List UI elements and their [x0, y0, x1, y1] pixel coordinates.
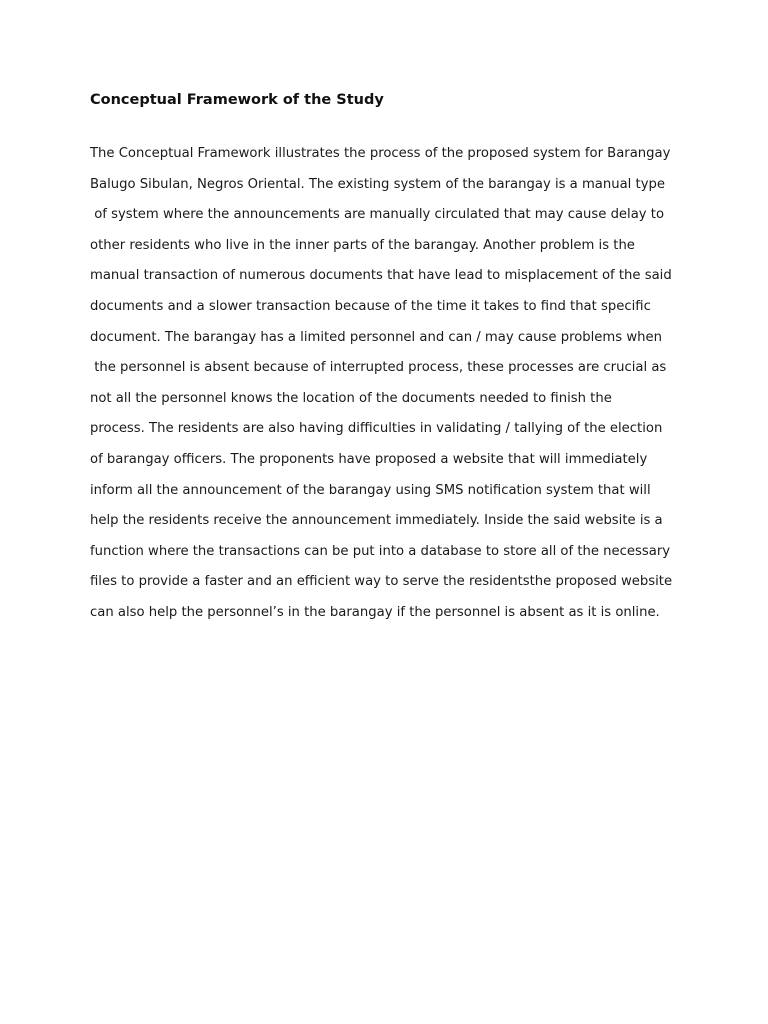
- document-body: [90, 142, 690, 632]
- body-line: function where the transactions can be put into a database to store all of the necessary: [90, 543, 671, 559]
- body-line: documents and a slower transaction because of the time it takes to find that specific: [90, 298, 651, 314]
- document-title: Conceptual Framework of the Study: [90, 92, 384, 108]
- body-line: help the residents receive the announcement immediately. Inside the said website is a: [90, 513, 663, 529]
- body-line: document. The barangay has a limited personnel and can / may cause problems when: [90, 329, 662, 345]
- body-line: can also help the personnel’s in the barangay if the personnel is absent as it is online.: [90, 604, 660, 620]
- body-line: Balugo Sibulan, Negros Oriental. The existing system of the barangay is a manual type: [90, 176, 665, 192]
- body-line: the personnel is absent because of interrupted process, these processes are crucial as: [90, 360, 667, 376]
- body-line: inform all the announcement of the barangay using SMS notification system that will: [90, 482, 651, 498]
- body-line: The Conceptual Framework illustrates the process of the proposed system for Barangay: [90, 146, 671, 161]
- body-line: manual transaction of numerous documents that have lead to misplacement of the said: [90, 268, 672, 284]
- body-line: other residents who live in the inner parts of the barangay. Another problem is the: [90, 237, 635, 253]
- body-line: process. The residents are also having difficulties in validating / tallying of the election: [90, 421, 663, 437]
- body-line: of system where the announcements are manually circulated that may cause delay to: [90, 207, 665, 223]
- body-line: files to provide a faster and an efficient way to serve the residentsthe proposed website: [90, 574, 673, 590]
- body-line: of barangay officers. The proponents have proposed a website that will immediately: [90, 451, 648, 467]
- body-line: not all the personnel knows the location of the documents needed to finish the: [90, 390, 612, 406]
